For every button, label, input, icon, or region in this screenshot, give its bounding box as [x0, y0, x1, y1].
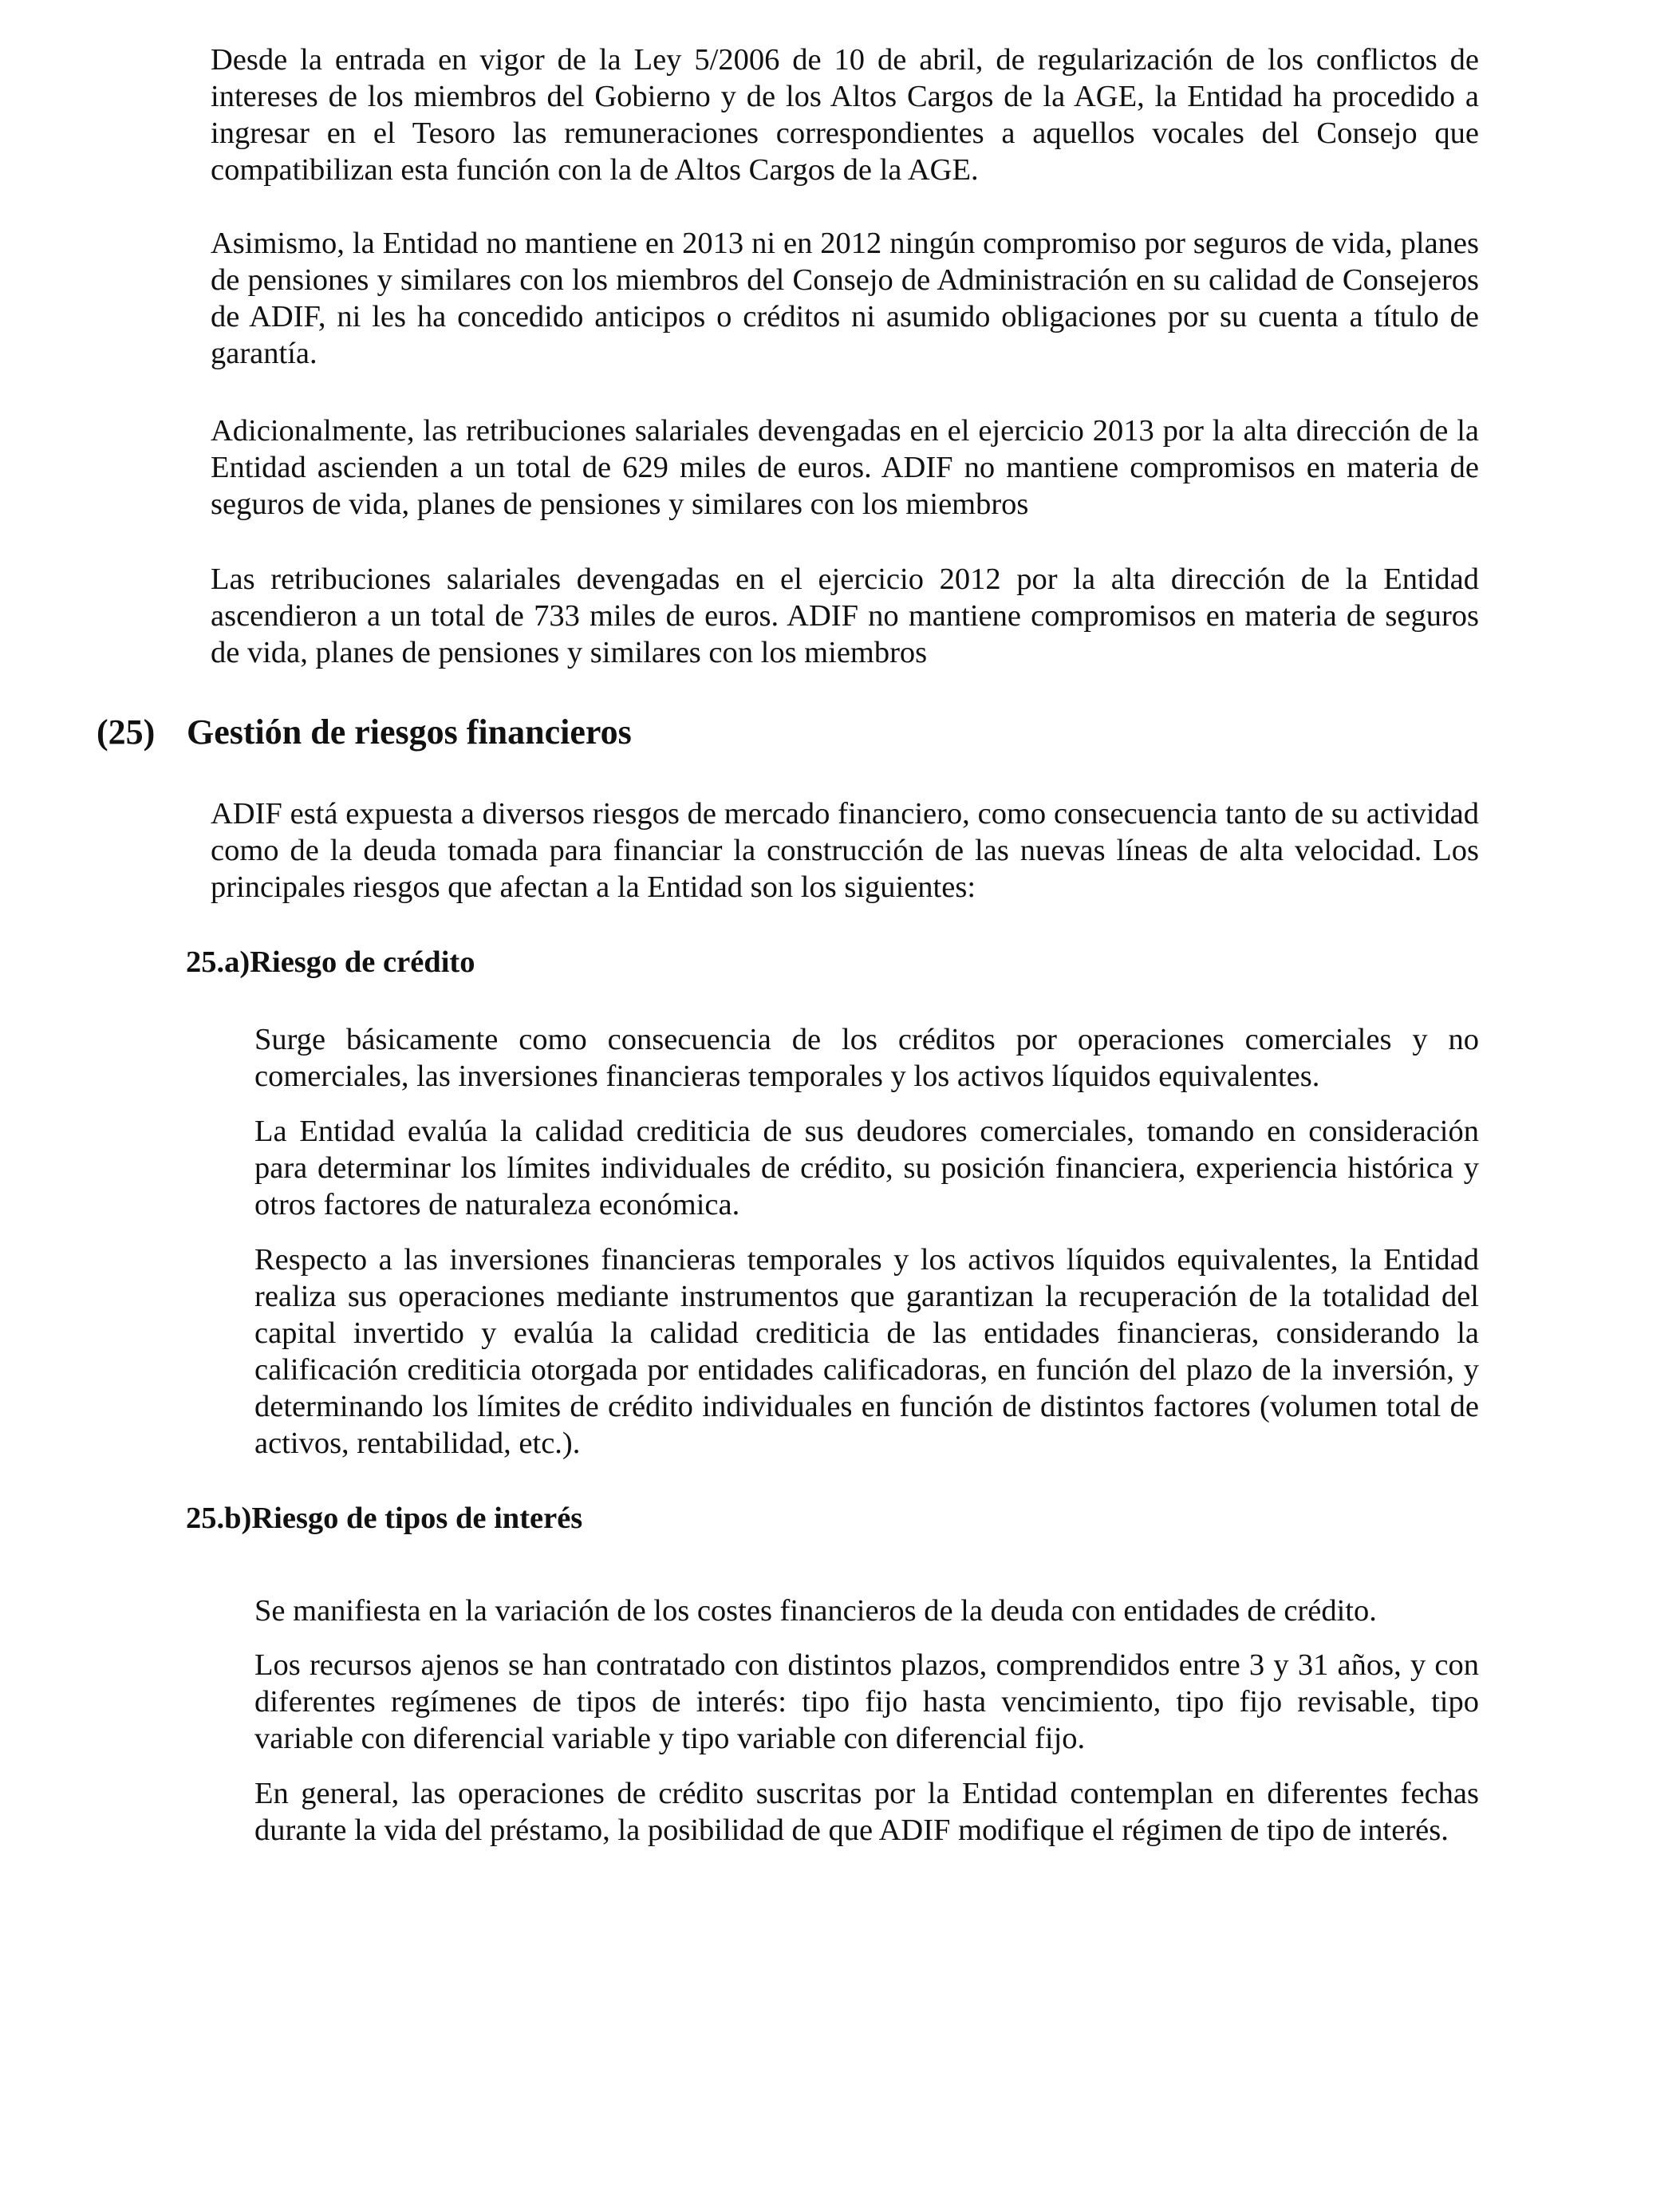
paragraph-retribuciones-2013: Adicionalmente, las retribuciones salariales devengadas en el ejercicio 2013 por la alta dirección de la Entidad ascienden a un total de 629 miles de euros. ADIF no mantiene compromisos en materia de seguros de vida, planes de pensiones y similares con los miembros	[211, 414, 1479, 521]
paragraph-retribuciones-2012: Las retribuciones salariales devengadas en el ejercicio 2012 por la alta dirección de la Entidad ascendieron a un total de 733 miles de euros. ADIF no mantiene compromisos en materia de seguros de vida, planes de pensiones y similares con los miembros	[211, 562, 1479, 669]
section-heading	[97, 712, 632, 753]
subsection-heading-credito: 25.a)Riesgo de crédito	[186, 945, 475, 979]
paragraph-interes-modificacion: En general, las operaciones de crédito suscritas por la Entidad contemplan en diferentes fechas durante la vida del préstamo, la posibilidad de que ADIF modifique el régimen de tipo de interés.	[254, 1777, 1479, 1847]
paragraph-credito-inversiones: Respecto a las inversiones financieras temporales y los activos líquidos equivalentes, la Entidad realiza sus operaciones mediante instrumentos que garantizan la recuperación de la totalidad del capital invertido y evalúa la calidad crediticia de las entidades financieras, considerando la calificación crediticia otorgada por entidades calificadoras, en función del plazo de la inversión, y determinando los límites de crédito individuales en función de distintos factores (volumen total de activos, rentabilidad, etc.).	[254, 1243, 1479, 1460]
paragraph-credito-deudores: La Entidad evalúa la calidad crediticia de sus deudores comerciales, tomando en consideración para determinar los límites individuales de crédito, su posición financiera, experiencia histórica y otros factores de naturaleza económica.	[254, 1115, 1479, 1221]
section-number: (25)	[97, 712, 156, 752]
paragraph-compromisos-consejo: Asimismo, la Entidad no mantiene en 2013 ni en 2012 ningún compromiso por seguros de vida, planes de pensiones y similares con los miembros del Consejo de Administración en su calidad de Consejeros de ADIF, ni les ha concedido anticipos o créditos ni asumido obligaciones por su cuenta a título de garantía.	[211, 227, 1479, 370]
paragraph-interes-costes: Se manifiesta en la variación de los costes financieros de la deuda con entidades de crédito.	[254, 1594, 1377, 1628]
section-title: Gestión de riesgos financieros	[187, 712, 632, 752]
paragraph-credito-origen: Surge básicamente como consecuencia de los créditos por operaciones comerciales y no comerciales, las inversiones financieras temporales y los activos líquidos equivalentes.	[254, 1023, 1479, 1093]
paragraph-section-intro: ADIF está expuesta a diversos riesgos de mercado financiero, como consecuencia tanto de su actividad como de la deuda tomada para financiar la construcción de las nuevas líneas de alta velocidad. Los principales riesgos que afectan a la Entidad son los siguientes:	[211, 797, 1479, 904]
paragraph-interes-plazos: Los recursos ajenos se han contratado con distintos plazos, comprendidos entre 3 y 31 años, y con diferentes regímenes de tipos de interés: tipo fijo hasta vencimiento, tipo fijo revisable, tipo variable con diferencial variable y tipo variable con diferencial fijo.	[254, 1648, 1479, 1755]
subsection-heading-tipos-interes: 25.b)Riesgo de tipos de interés	[186, 1502, 583, 1535]
paragraph-ley-conflictos-intereses: Desde la entrada en vigor de la Ley 5/2006 de 10 de abril, de regularización de los conflictos de intereses de los miembros del Gobierno y de los Altos Cargos de la AGE, la Entidad ha procedido a ingresar en el Tesoro las remuneraciones correspondientes a aquellos vocales del Consejo que compatibilizan esta función con la de Altos Cargos de la AGE.	[211, 43, 1479, 187]
